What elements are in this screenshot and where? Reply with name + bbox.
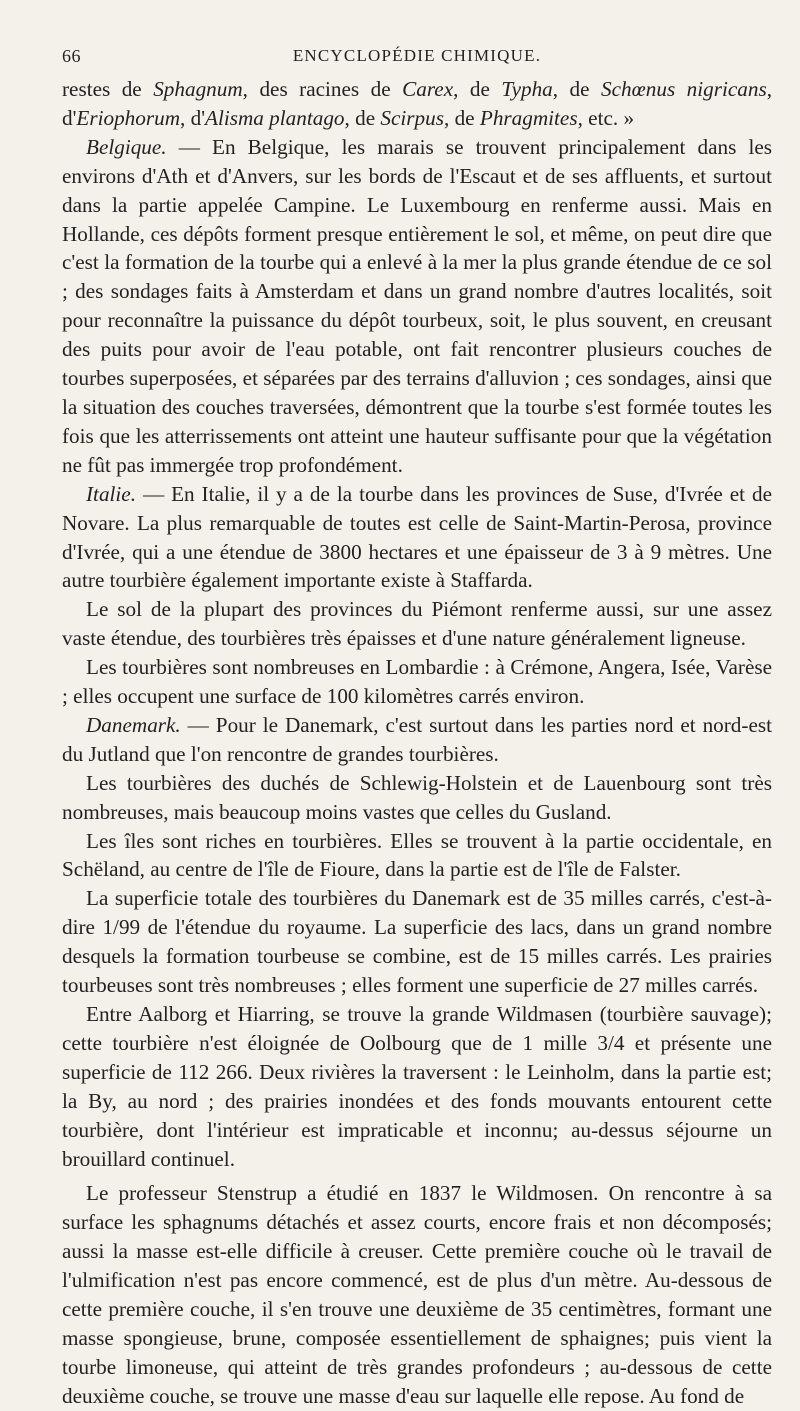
body-text (62, 75, 772, 1411)
text-segment: , de (453, 77, 502, 101)
text-segment: , de (552, 77, 602, 101)
latin-name: Carex (402, 77, 454, 101)
text-segment: , etc. » (577, 105, 635, 130)
text-segment: , de (344, 105, 381, 130)
paragraph-belgique (62, 133, 772, 480)
section-runin-heading: Danemark. (86, 712, 181, 737)
latin-name: Alisma plantago (205, 105, 345, 130)
paragraph: Le sol de la plupart des provinces du Piémont renferme aussi, sur une assez vaste étendue, des tourbières très épaisses et d'une nature généralement ligneuse. (62, 597, 772, 651)
text-segment: restes de (62, 77, 154, 101)
section-runin-heading: Belgique. (86, 134, 167, 159)
paragraph: Les tourbières des duchés de Schlewig-Holstein et de Lauenbourg sont très nombreuses, mais beaucoup moins vastes que celles du Gusland. (62, 770, 772, 824)
paragraph: Entre Aalborg et Hiarring, se trouve la grande Wildmasen (tourbière sauvage); cette tourbière n'est éloignée de Oolbourg que de 1 mille 3/4 et présente une superficie de 112 266. Deux rivières la traversent : le Leinholm, dans la partie est; la By, au nord ; des prairies inondées et des fonds mouvants entourent cette tourbière, dont l'intérieur est impraticable et inconnu; au-dessus séjourne un brouillard continuel. (62, 1002, 772, 1171)
latin-name: Schœnus nigricans (601, 77, 767, 101)
paragraph-text: — Pour le Danemark, c'est surtout dans les parties nord et nord-est du Jutland que l'on rencontre de grandes tourbières. (62, 712, 772, 766)
latin-name: Scirpus (380, 105, 444, 130)
paragraph-italie (62, 480, 772, 596)
latin-name: Phragmites (479, 105, 578, 130)
text-segment: , des racines de (242, 77, 403, 101)
paragraph: La superficie totale des tourbières du Danemark est de 35 milles carrés, c'est-à-dire 1/99 de l'étendue du royaume. La superficie des lacs, dans un grand nombre desquels la formation tourbeuse se combine, est de 15 milles carrés. Les prairies tourbeuses sont très nombreuses ; elles forment une superficie de 27 milles carrés. (62, 886, 772, 998)
paragraph-text: — En Belgique, les marais se trouvent principalement dans les environs d'Ath et d'Anvers, sur les bords de l'Escaut et de ses affluents, et surtout dans la partie appelée Campine. Le Luxembourg en renferme aussi. Mais en Hollande, ces dépôts forment presque entièrement le sol, et même, on peut dire que c'est la formation de la tourbe qui a enlevé à la mer la plus grande étendue de ce sol ; des sondages faits à Amsterdam et dans un grand nombre d'autres localités, soit pour reconnaître la puissance du dépôt tourbeux, soit, le plus souvent, en creusant des puits pour avoir de l'eau potable, ont fait rencontrer plusieurs couches de tourbes superposées, et séparées par des terrains d'alluvion ; ces sondages, ainsi que la situation des couches traversées, démontrent que la tourbe s'est formée toutes les fois que les atterrissements ont atteint une hauteur suffisante pour que la végétation ne fût pas immergée trop profondément. (62, 134, 772, 477)
paragraph-text: — En Italie, il y a de la tourbe dans les provinces de Suse, d'Ivrée et de Novare. La plus remarquable de toutes est celle de Saint-Martin-Perosa, province d'Ivrée, qui a une étendue de 3800 hectares et une épaisseur de 3 à 9 mètres. Une autre tourbière également importante existe à Staffarda. (62, 481, 772, 593)
paragraph: Les tourbières sont nombreuses en Lombardie : à Crémone, Angera, Isée, Varèse ; elles occupent une surface de 100 kilomètres carrés environ. (62, 655, 772, 709)
page-number: 66 (62, 46, 81, 66)
text-segment: , d' (180, 105, 206, 130)
latin-name: Typha (501, 77, 553, 101)
text-segment: , de (443, 105, 480, 130)
paragraph-danemark (62, 711, 772, 769)
text-segment: , d' (62, 77, 773, 130)
paragraph: Les îles sont riches en tourbières. Elles se trouvent à la partie occidentale, en Schëland, au centre de l'île de Fioure, dans la partie est de l'île de Falster. (62, 828, 772, 882)
paragraph-continuation (62, 75, 772, 133)
running-title: ENCYCLOPÉDIE CHIMIQUE. (292, 46, 542, 65)
paragraph: Le professeur Stenstrup a étudié en 1837 le Wildmosen. On rencontre à sa surface les sphagnums détachés et assez courts, encore frais et non décomposés; aussi la masse est-elle difficile à creuser. Cette première couche où le travail de l'ulmification n'est pas encore commencé, est de plus d'un mètre. Au-dessous de cette première couche, il s'en trouve une deuxième de 35 centimètres, formant une masse spongieuse, brune, composée essentiellement de sphaignes; puis vient la tourbe limoneuse, qui atteint de très grandes profondeurs ; au-dessous de cette deuxième couche, se trouve une masse d'eau sur laquelle elle repose. Au fond de (62, 1181, 772, 1408)
latin-name: Eriophorum (76, 105, 181, 130)
latin-name: Sphagnum (153, 77, 243, 101)
section-runin-heading: Italie. (86, 481, 137, 506)
page-header (62, 42, 772, 71)
